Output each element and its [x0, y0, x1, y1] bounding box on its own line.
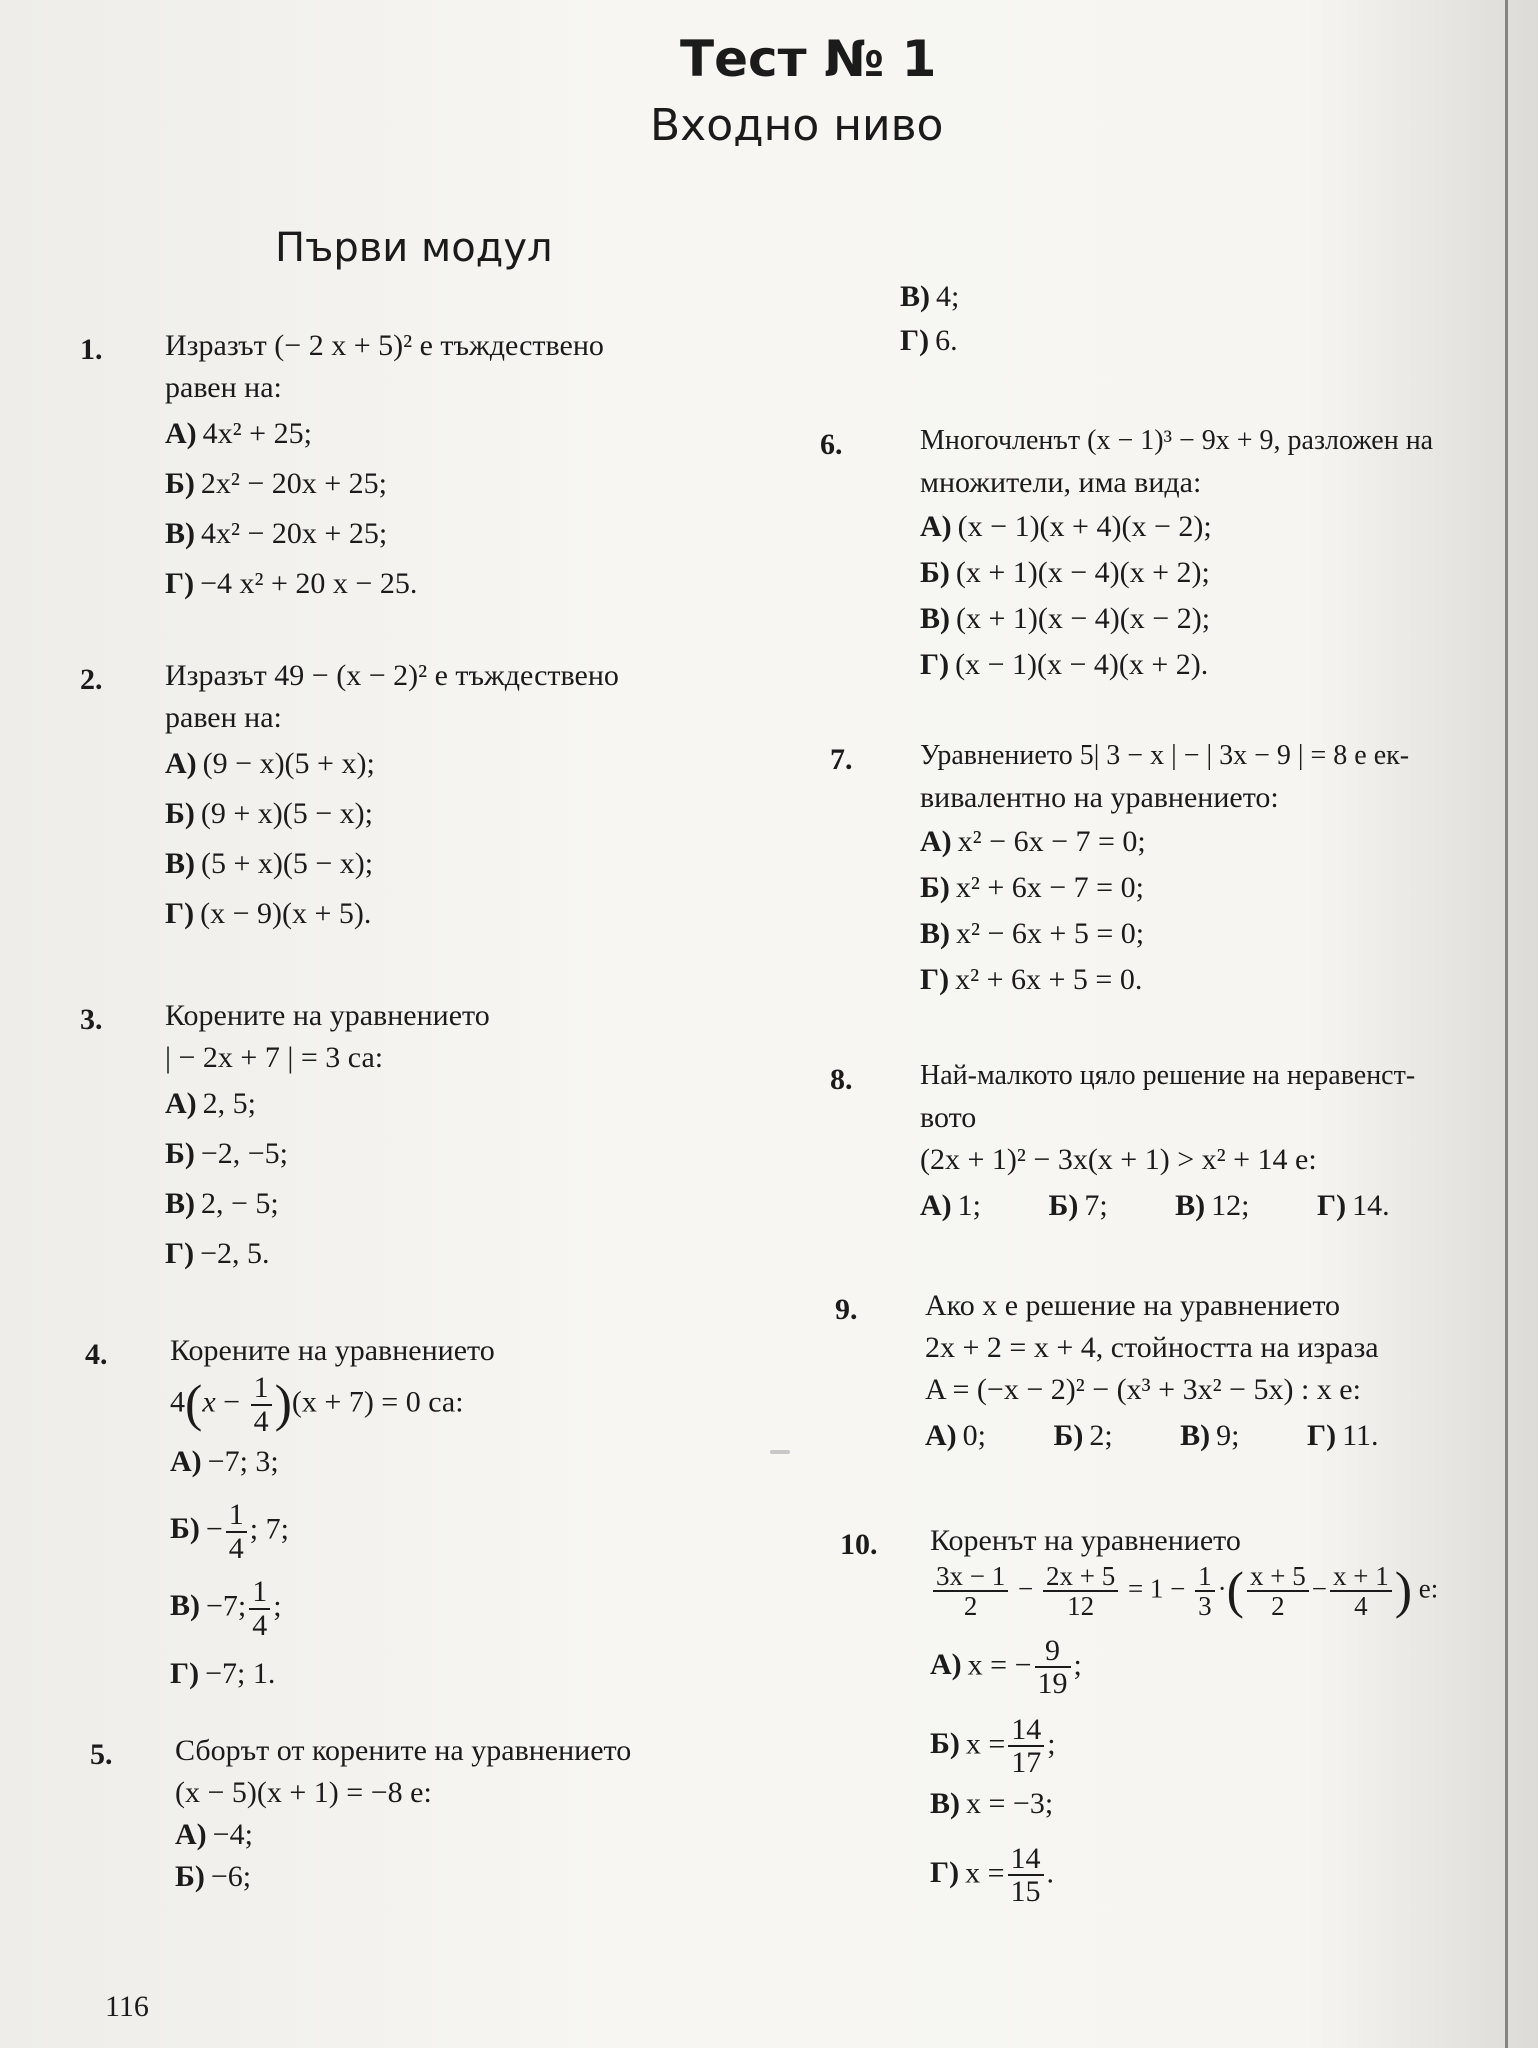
answer-option-c[interactable]: [1175, 1181, 1249, 1231]
option-text: −4 x² + 20 x − 25.: [200, 567, 418, 600]
question-stem: Корените на уравнението: [170, 1334, 495, 1367]
option-label: Г): [920, 648, 950, 681]
option-label: Б): [920, 871, 950, 904]
question-number: 5.: [90, 1738, 113, 1771]
equation: [170, 1372, 725, 1437]
answer-option-c[interactable]: [920, 911, 1520, 957]
option-text: −7; 3;: [207, 1445, 279, 1478]
question-6: [820, 420, 1510, 688]
option-label: А): [165, 747, 197, 780]
option-label: Г): [1317, 1189, 1347, 1222]
option-suffix: ;: [1073, 1648, 1082, 1682]
numerator: 14: [1008, 1843, 1044, 1877]
answer-option-a[interactable]: [930, 1635, 1520, 1700]
option-label: В): [165, 847, 195, 880]
question-stem: множители, има вида:: [920, 466, 1202, 499]
fraction: [933, 1562, 1008, 1621]
answer-option-b[interactable]: [165, 459, 720, 509]
option-text: (x − 1)(x + 4)(x − 2);: [957, 510, 1212, 543]
right-paren: ): [274, 1375, 292, 1433]
question-stem: Най-малкото цяло решение на неравенст-: [920, 1060, 1416, 1091]
question-stem: (x − 5)(x + 1) = −8 е:: [175, 1776, 432, 1809]
question-stem: (2x + 1)² − 3x(x + 1) > x² + 14 е:: [920, 1143, 1317, 1176]
option-text: 0;: [962, 1419, 986, 1452]
option-label: А): [925, 1419, 957, 1452]
page-number: 116: [105, 1990, 149, 2023]
answer-option-a[interactable]: [165, 739, 720, 789]
question-stem: | − 2x + 7 | = 3 са:: [165, 1041, 384, 1074]
option-label: Б): [1048, 1189, 1079, 1222]
answer-option-d[interactable]: [930, 1843, 1520, 1908]
option-text: 2, − 5;: [201, 1187, 279, 1220]
option-text: x² − 6x + 5 = 0;: [956, 917, 1145, 950]
numerator: 1: [251, 1372, 272, 1406]
answer-option-a[interactable]: [165, 409, 720, 459]
answer-option-d[interactable]: [170, 1649, 725, 1699]
answer-option-d[interactable]: [165, 559, 720, 609]
option-text: (9 + x)(5 − x);: [200, 797, 373, 830]
answer-option-b[interactable]: [920, 865, 1520, 911]
option-label: Г): [165, 567, 195, 600]
question-4: [85, 1330, 725, 1699]
answer-option-a[interactable]: [170, 1437, 725, 1487]
option-label: Г): [900, 324, 930, 357]
option-text: 6.: [935, 324, 958, 357]
test-subtitle: Входно ниво: [650, 100, 944, 151]
option-label: А): [920, 510, 952, 543]
option-text: 4;: [936, 280, 960, 313]
denominator: 2: [1271, 1591, 1285, 1622]
option-text: 14.: [1352, 1189, 1390, 1222]
answer-option-d[interactable]: [1307, 1411, 1378, 1461]
answer-option-c[interactable]: [165, 509, 720, 559]
answer-option-d[interactable]: [165, 889, 720, 939]
option-label: А): [165, 1087, 197, 1120]
option-label: В): [920, 917, 950, 950]
option-label: В): [1180, 1419, 1211, 1452]
answer-option-c[interactable]: [170, 1576, 725, 1641]
operator: −: [223, 1385, 241, 1419]
denominator: 17: [1011, 1746, 1042, 1780]
option-text: 7;: [1084, 1189, 1108, 1222]
question-stem: вивалентно на уравнението:: [920, 781, 1279, 814]
answer-option-c[interactable]: [920, 596, 1510, 642]
option-suffix: .: [1046, 1856, 1054, 1890]
question-stem: Уравнението 5| 3 − x | − | 3x − 9 | = 8 е ек-: [920, 740, 1410, 771]
left-paren: (: [1226, 1562, 1244, 1620]
question-2: [80, 655, 720, 939]
option-text: 12;: [1211, 1189, 1250, 1222]
question-stem: 2x + 2 = x + 4, стойността на израза: [925, 1331, 1379, 1364]
option-label: Г): [170, 1657, 200, 1690]
option-text: (x + 1)(x − 4)(x + 2);: [955, 556, 1210, 589]
question-stem: Корените на уравнението: [165, 999, 490, 1032]
option-text: −2, −5;: [200, 1137, 289, 1170]
option-prefix: x = −: [967, 1648, 1032, 1682]
fraction: [226, 1499, 247, 1564]
answer-option-b[interactable]: [1054, 1411, 1113, 1461]
fraction: [1008, 1714, 1044, 1779]
fraction: [249, 1576, 270, 1641]
option-text: 11.: [1342, 1419, 1379, 1452]
question-number: 1.: [80, 333, 103, 366]
fraction: [251, 1372, 272, 1437]
question-stem: Изразът (− 2 x + 5)² е тъждествено: [165, 329, 604, 362]
option-label: Г): [165, 897, 195, 930]
operator: −: [1311, 1573, 1327, 1604]
question-number: 2.: [80, 663, 103, 696]
option-text: −7; 1.: [205, 1657, 276, 1690]
fraction: [1043, 1562, 1118, 1621]
answer-option-a[interactable]: [920, 504, 1510, 550]
print-smudge: [770, 1450, 790, 1454]
numerator: 1: [249, 1576, 270, 1610]
answer-option-b[interactable]: [170, 1499, 725, 1564]
answer-option-c[interactable]: [165, 839, 720, 889]
option-text: 9;: [1216, 1419, 1240, 1452]
operator: = 1 −: [1127, 1573, 1186, 1604]
option-suffix: ; 7;: [249, 1512, 289, 1546]
question-stem: равен на:: [165, 371, 282, 404]
question-9: [835, 1285, 1525, 1461]
option-text: (5 + x)(5 − x);: [201, 847, 374, 880]
equation: [930, 1562, 1520, 1621]
denominator: 19: [1037, 1667, 1068, 1701]
numerator: 1: [226, 1499, 247, 1533]
fraction: [1195, 1562, 1215, 1621]
option-text: x² − 6x − 7 = 0;: [957, 825, 1146, 858]
option-label: А): [920, 825, 952, 858]
answer-option-a[interactable]: [175, 1814, 730, 1856]
denominator: 4: [253, 1404, 269, 1438]
coefficient: 4: [170, 1385, 185, 1419]
denominator: 4: [228, 1531, 244, 1565]
question-7: [830, 735, 1520, 1003]
option-label: В): [165, 1187, 195, 1220]
operator: ·: [1217, 1573, 1227, 1604]
question-1: [80, 325, 720, 609]
answer-option-b[interactable]: [930, 1714, 1520, 1779]
variable: x: [202, 1385, 216, 1419]
question-stem: равен на:: [165, 701, 282, 734]
option-label: В): [165, 517, 195, 550]
option-text: x² + 6x + 5 = 0.: [955, 963, 1143, 996]
equation-tail: е:: [1418, 1573, 1439, 1604]
option-text: (x + 1)(x − 4)(x − 2);: [956, 602, 1211, 635]
option-text: (x − 9)(x + 5).: [200, 897, 372, 930]
fraction: [1008, 1843, 1044, 1908]
option-suffix: ;: [273, 1589, 282, 1623]
question-stem: Коренът на уравнението: [930, 1524, 1241, 1557]
option-label: Б): [920, 556, 950, 589]
question-stem: Ако x е решение на уравнението: [925, 1289, 1341, 1322]
question-number: 6.: [820, 428, 843, 461]
option-label: Г): [1307, 1419, 1337, 1452]
fraction: [1247, 1562, 1309, 1621]
option-text: 4x² − 20x + 25;: [201, 517, 388, 550]
denominator: 15: [1010, 1875, 1041, 1909]
numerator: 2x + 5: [1043, 1562, 1118, 1592]
option-text: −2, 5.: [200, 1237, 270, 1270]
answer-option-a[interactable]: [920, 1181, 981, 1231]
answer-option-b[interactable]: [920, 550, 1510, 596]
question-5: [90, 1730, 730, 1898]
option-label: А): [165, 417, 197, 450]
answer-option-b[interactable]: [175, 1856, 730, 1898]
denominator: 12: [1067, 1591, 1095, 1622]
answer-options-row: [925, 1411, 1525, 1461]
option-text: 2;: [1089, 1419, 1113, 1452]
answer-options-row: [920, 1181, 1520, 1231]
option-text: x = −3;: [966, 1786, 1054, 1820]
answer-option-b[interactable]: [165, 1129, 720, 1179]
option-label: А): [920, 1189, 952, 1222]
question-number: 10.: [840, 1528, 878, 1561]
test-title: Тест № 1: [680, 30, 937, 88]
answer-option-d[interactable]: [900, 319, 1300, 363]
denominator: 3: [1198, 1591, 1212, 1622]
question-stem: вото: [920, 1101, 977, 1134]
numerator: 9: [1035, 1635, 1071, 1669]
fraction: [1035, 1635, 1071, 1700]
answer-option-c[interactable]: [1180, 1411, 1239, 1461]
numerator: 1: [1195, 1562, 1215, 1592]
option-label: А): [170, 1445, 202, 1478]
fraction: [1330, 1562, 1392, 1621]
answer-option-d[interactable]: [920, 957, 1520, 1003]
option-text: 2, 5;: [202, 1087, 256, 1120]
numerator: x + 1: [1330, 1562, 1392, 1592]
option-text: (9 − x)(5 + x);: [202, 747, 375, 780]
option-label: Г): [930, 1856, 960, 1890]
operator: −: [1017, 1573, 1034, 1604]
question-3: [80, 995, 720, 1279]
option-label: Г): [920, 963, 950, 996]
question-stem: Сборът от корените на уравнението: [175, 1734, 632, 1767]
answer-option-a[interactable]: [165, 1079, 720, 1129]
question-10: [840, 1520, 1520, 1908]
option-label: В): [920, 602, 950, 635]
answer-option-d[interactable]: [1317, 1181, 1390, 1231]
option-text: −4;: [212, 1818, 253, 1851]
option-label: А): [175, 1818, 207, 1851]
numerator: 3x − 1: [933, 1562, 1008, 1592]
answer-option-b[interactable]: [165, 789, 720, 839]
answer-option-c[interactable]: [165, 1179, 720, 1229]
question-stem: Многочленът (x − 1)³ − 9x + 9, разложен на: [920, 425, 1434, 456]
option-label: В): [170, 1589, 200, 1623]
option-label: Б): [930, 1727, 960, 1761]
option-label: Б): [165, 1137, 195, 1170]
question-stem: A = (−x − 2)² − (x³ + 3x² − 5x) : x е:: [925, 1373, 1361, 1406]
question-number: 7.: [830, 743, 853, 776]
option-text: 1;: [957, 1189, 981, 1222]
option-prefix: x =: [965, 1727, 1006, 1761]
module-heading: Първи модул: [275, 225, 553, 271]
option-label: А): [930, 1648, 962, 1682]
question-number: 9.: [835, 1293, 858, 1326]
numerator: 14: [1008, 1714, 1044, 1748]
denominator: 4: [252, 1608, 268, 1642]
option-text: x² + 6x − 7 = 0;: [955, 871, 1144, 904]
option-text: 4x² + 25;: [202, 417, 312, 450]
option-label: Б): [165, 797, 195, 830]
question-stem: Изразът 49 − (x − 2)² е тъждествено: [165, 659, 619, 692]
answer-option-b[interactable]: [1049, 1181, 1108, 1231]
option-label: Б): [1053, 1419, 1084, 1452]
right-paren: ): [1394, 1562, 1413, 1620]
option-label: Б): [165, 467, 195, 500]
answer-option-d[interactable]: [920, 642, 1510, 688]
option-text: −6;: [210, 1860, 252, 1893]
option-suffix: ;: [1047, 1727, 1056, 1761]
equation-tail: (x + 7) = 0 са:: [291, 1385, 464, 1419]
question-number: 8.: [830, 1063, 853, 1096]
option-text: (x − 1)(x − 4)(x + 2).: [955, 648, 1209, 681]
option-label: В): [930, 1786, 960, 1820]
question-number: 4.: [85, 1338, 108, 1371]
question-8: [830, 1055, 1520, 1231]
option-prefix: x =: [965, 1856, 1005, 1890]
question-number: 3.: [80, 1003, 103, 1036]
option-label: В): [1175, 1189, 1206, 1222]
left-paren: (: [185, 1375, 203, 1433]
option-label: Б): [175, 1860, 205, 1893]
answer-option-c[interactable]: [930, 1779, 1520, 1829]
option-label: В): [900, 280, 930, 313]
answer-option-a[interactable]: [920, 819, 1520, 865]
question-5-continued: [900, 275, 1300, 363]
option-label: Г): [165, 1237, 195, 1270]
answer-option-a[interactable]: [925, 1411, 986, 1461]
numerator: x + 5: [1247, 1562, 1309, 1592]
answer-option-d[interactable]: [165, 1229, 720, 1279]
option-label: Б): [170, 1512, 200, 1546]
denominator: 2: [963, 1591, 978, 1622]
option-prefix: −: [205, 1512, 223, 1546]
option-text: 2x² − 20x + 25;: [200, 467, 387, 500]
option-prefix: −7;: [206, 1589, 247, 1623]
answer-option-c[interactable]: [900, 275, 1300, 319]
denominator: 4: [1354, 1591, 1368, 1622]
